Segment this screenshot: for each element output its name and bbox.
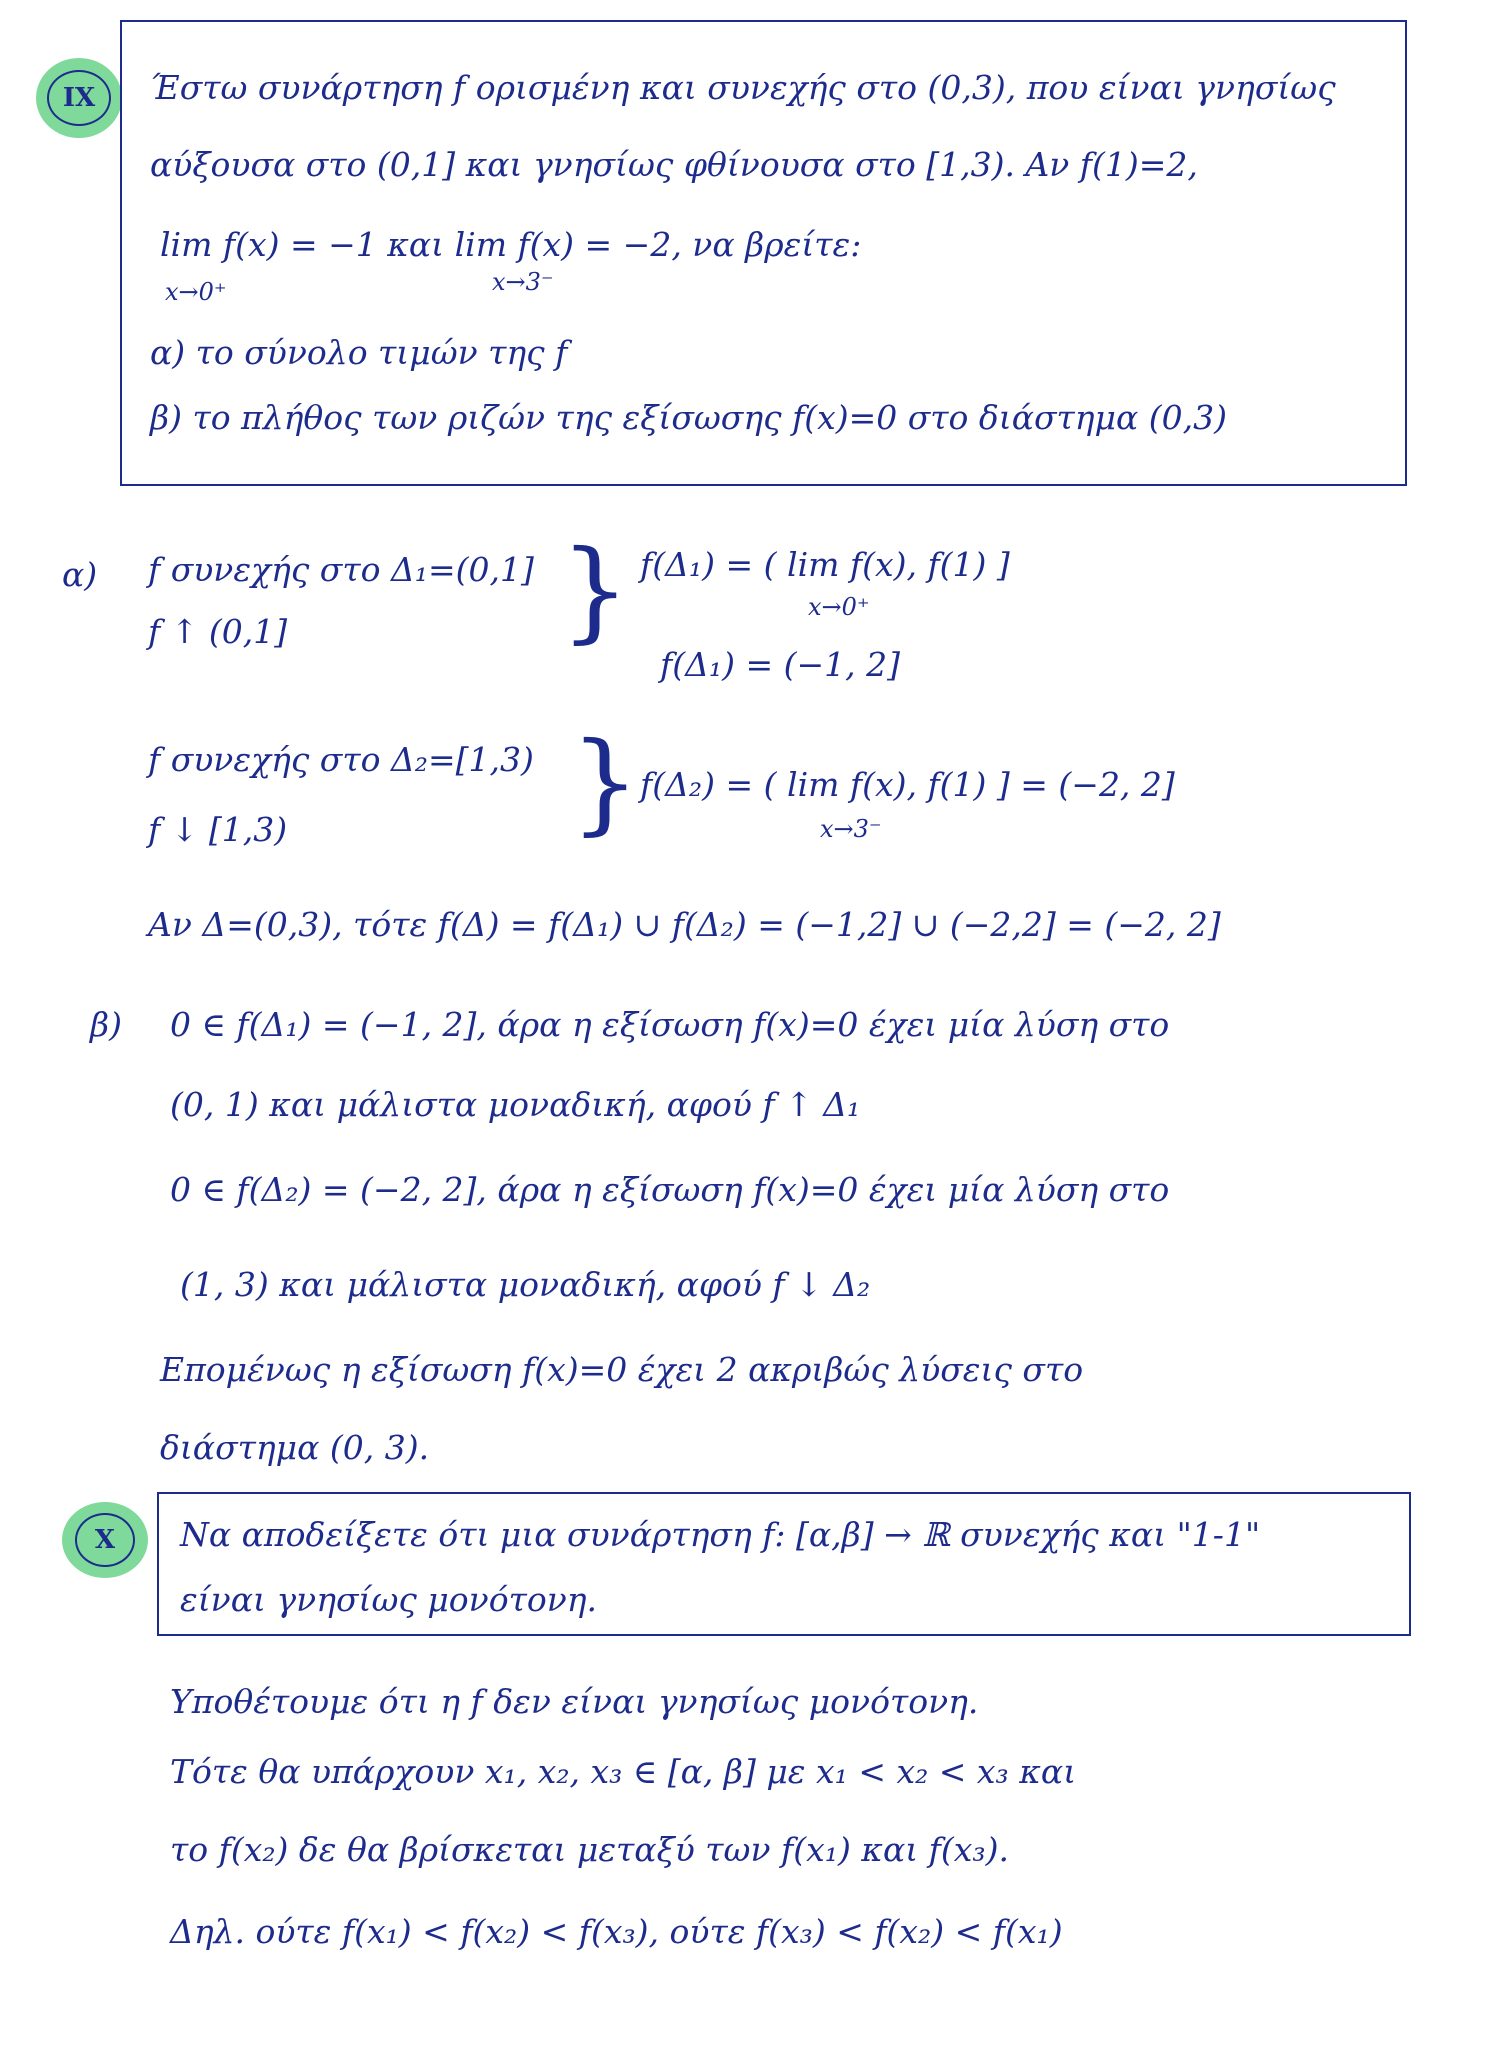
brace-1: } <box>560 526 630 654</box>
solution-10-line-2: Τότε θα υπάρχουν x₁, x₂, x₃ ∈ [α, β] με x₁ < x₂ < x₃ και <box>170 1752 1077 1791</box>
problem-9-limit-sub-2: x→3⁻ <box>492 268 554 296</box>
solution-9a-system1-line2: f ↑ (0,1] <box>148 612 288 651</box>
solution-9a-system2-line2: f ↓ [1,3) <box>148 810 288 849</box>
solution-9b-label: β) <box>90 1005 122 1044</box>
solution-9a-system1-line1: f συνεχής στο Δ₁=(0,1] <box>148 550 534 589</box>
solution-9a-result1-sub: x→0⁺ <box>808 593 870 621</box>
solution-9b-line-3: 0 ∈ f(Δ₂) = (−2, 2], άρα η εξίσωση f(x)=0 έχει μία λύση στο <box>170 1170 1170 1209</box>
solution-9b-line-5: Επομένως η εξίσωση f(x)=0 έχει 2 ακριβώς λύσεις στο <box>160 1350 1084 1389</box>
problem-9-line-1: Έστω συνάρτηση f ορισμένη και συνεχής στο (0,3), που είναι γνησίως <box>150 68 1336 107</box>
problem-9-line-5: β) το πλήθος των ριζών της εξίσωσης f(x)=0 στο διάστημα (0,3) <box>150 398 1228 437</box>
solution-9b-line-4: (1, 3) και μάλιστα μοναδική, αφού f ↓ Δ₂ <box>180 1265 871 1304</box>
solution-10-line-4: Δηλ. ούτε f(x₁) < f(x₂) < f(x₃), ούτε f(x₃) < f(x₂) < f(x₁) <box>170 1912 1063 1951</box>
problem-9-limit-sub-1: x→0⁺ <box>165 278 227 306</box>
solution-9b-line-6: διάστημα (0, 3). <box>160 1428 430 1467</box>
solution-9a-system2-line1: f συνεχής στο Δ₂=[1,3) <box>148 740 534 779</box>
solution-9a-result2-sub: x→3⁻ <box>820 815 882 843</box>
problem-9-badge <box>36 58 122 138</box>
solution-9b-line-2: (0, 1) και μάλιστα μοναδική, αφού f ↑ Δ₁ <box>170 1085 861 1124</box>
solution-9a-result2: f(Δ₂) = ( lim f(x), f(1) ] = (−2, 2] <box>640 765 1175 804</box>
problem-10-line-2: είναι γνησίως μονότονη. <box>180 1580 598 1619</box>
solution-9a-result1-line1: f(Δ₁) = ( lim f(x), f(1) ] <box>640 545 1010 584</box>
problem-10-line-1: Να αποδείξετε ότι μια συνάρτηση f: [α,β] → ℝ συνεχής και "1-1" <box>180 1515 1261 1554</box>
solution-9a-union: Αν Δ=(0,3), τότε f(Δ) = f(Δ₁) ∪ f(Δ₂) = (−1,2] ∪ (−2,2] = (−2, 2] <box>148 905 1221 944</box>
solution-10-line-1: Υποθέτουμε ότι η f δεν είναι γνησίως μονότονη. <box>170 1682 979 1721</box>
solution-9a-label: α) <box>62 555 98 594</box>
solution-9b-line-1: 0 ∈ f(Δ₁) = (−1, 2], άρα η εξίσωση f(x)=0 έχει μία λύση στο <box>170 1005 1170 1044</box>
problem-9-number: IX <box>47 70 111 126</box>
problem-9-line-4: α) το σύνολο τιμών της f <box>150 333 568 372</box>
solution-10-line-3: το f(x₂) δε θα βρίσκεται μεταξύ των f(x₁) και f(x₃). <box>170 1830 1009 1869</box>
problem-9-line-2: αύξουσα στο (0,1] και γνησίως φθίνουσα στο [1,3). Αν f(1)=2, <box>150 145 1198 184</box>
problem-10-badge <box>62 1502 148 1578</box>
solution-9a-result1-line2: f(Δ₁) = (−1, 2] <box>660 645 901 684</box>
problem-9-line-3: lim f(x) = −1 και lim f(x) = −2, να βρείτε: <box>160 225 862 264</box>
brace-2: } <box>570 718 640 846</box>
problem-10-number: X <box>75 1513 135 1567</box>
